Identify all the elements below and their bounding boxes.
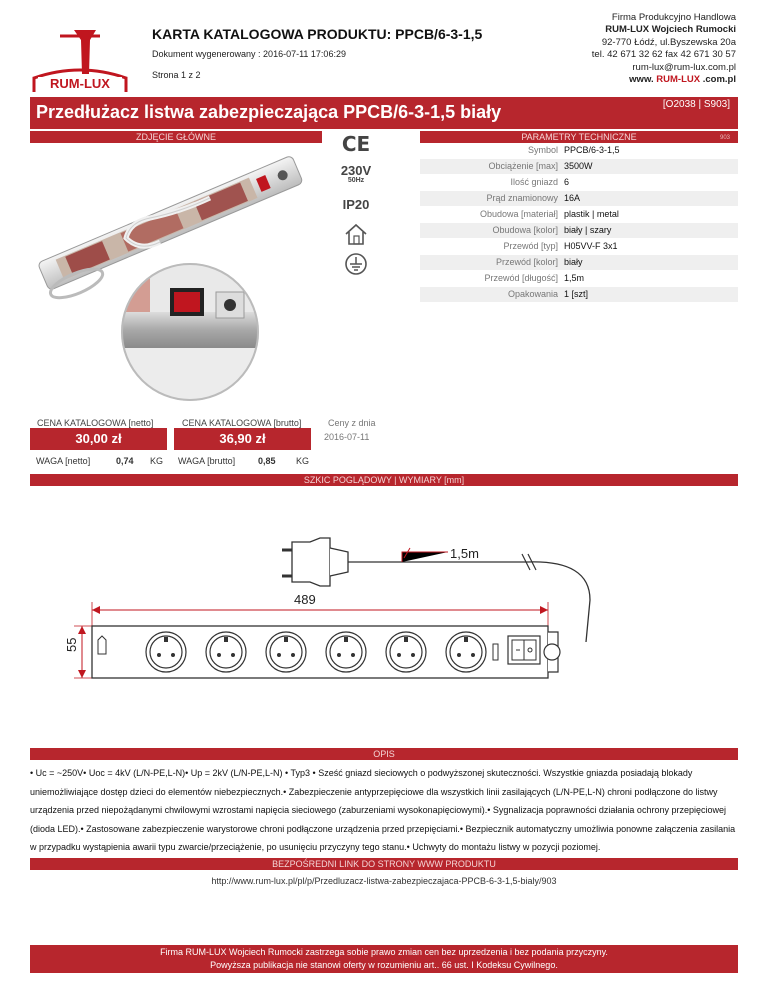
ground-icon [335, 251, 377, 277]
param-row [420, 159, 738, 175]
param-value: 3500W [564, 161, 593, 171]
document-title: KARTA KATALOGOWA PRODUKTU: PPCB/6-3-1,5 [152, 26, 483, 42]
param-key: Opakowania [507, 289, 558, 299]
weight-net-unit: KG [150, 456, 164, 466]
www-brand: RUM-LUX [656, 74, 701, 86]
company-address: 92-770 Łódź, ul.Byszewska 20a [601, 36, 736, 48]
frequency-text: 50Hz [347, 177, 365, 184]
weight-net-label: WAGA [netto] [36, 456, 91, 466]
product-title: Przedłużacz listwa zabezpieczająca PPCB/6-3-1,5 biały [36, 102, 502, 122]
param-value: PPCB/6-3-1,5 [564, 145, 620, 155]
weight-net: 0,74 [116, 456, 134, 466]
company-name: RUM-LUX Wojciech Rumocki [605, 24, 736, 36]
footer-line2: Powyższa publikacja nie stanowi oferty w rozumieniu art.. 66 ust. I Kodeksu Cywilnego. [210, 960, 558, 970]
param-row [420, 143, 738, 159]
param-value: 1,5m [564, 273, 585, 283]
section-header-photo: ZDJĘCIE GŁÓWNE [30, 131, 322, 143]
section-header-params [420, 131, 738, 143]
param-value: H05VV-F 3x1 [564, 241, 618, 251]
param-value: 16A [564, 193, 581, 203]
www-prefix: www. [629, 74, 654, 86]
param-value: plastik | metal [564, 209, 619, 219]
www-suffix: .com.pl [702, 74, 736, 86]
company-phone: tel. 42 671 32 62 fax 42 671 30 57 [591, 49, 736, 61]
param-key: Obudowa [materiał] [479, 209, 558, 219]
product-codes: [O2038 | S903] [662, 99, 730, 110]
param-row [420, 191, 738, 207]
param-key: Obudowa [kolor] [492, 225, 558, 235]
price-gross-label: CENA KATALOGOWA [brutto] [182, 418, 302, 428]
voltage-text: 230V [340, 163, 372, 178]
section-header-link: BEZPOŚREDNI LINK DO STRONY WWW PRODUKTU [30, 858, 738, 870]
params-tag: 903 [719, 135, 730, 141]
height-dimension-label: 55 [64, 637, 79, 652]
param-value: biały [564, 257, 583, 267]
ce-mark-icon [335, 131, 377, 157]
ip-rating-text: IP20 [342, 196, 370, 212]
price-date-label: Ceny z dnia [328, 418, 376, 428]
weight-gross: 0,85 [258, 456, 276, 466]
param-key: Przewód [długość] [484, 273, 558, 283]
param-row [420, 239, 738, 255]
param-key: Symbol [527, 145, 558, 155]
price-date: 2016-07-11 [324, 432, 370, 442]
indoor-house-icon [335, 221, 377, 247]
price-net-label: CENA KATALOGOWA [netto] [37, 418, 154, 428]
params-table [420, 143, 738, 303]
section-header-sketch: SZKIC POGLĄDOWY | WYMIARY [mm] [30, 474, 738, 486]
param-row [420, 287, 738, 303]
param-key: Prąd znamionowy [486, 193, 558, 203]
param-row [420, 255, 738, 271]
page-number: Strona 1 z 2 [152, 70, 201, 80]
header [0, 0, 768, 96]
param-row [420, 223, 738, 239]
generated-timestamp: Dokument wygenerowany : 2016-07-11 17:06:29 [152, 49, 346, 59]
product-description: • Uc = ~250V• Uoc = 4kV (L/N-PE,L-N)• Up = 2kV (L/N-PE,L-N) • Typ3 • Sześć gniazd sieciowych o podwyższonej skuteczności. Wszystkie gniazda posiadają blokady uniemożliwiające dostęp dzieci do elementów niebezpiecznych.• Zabezpieczenie antyprzepięciowe dla wszystkich linii zasilających (L/N-PE,L-N) chroni podłączone do listwy urządzenia przed niepożądanymi chwilowymi wzrostami napięcia sieciowego (zaburzeniami wysokonapięciowymi).• Sygnalizacja poprawności działania ochrony przepięciowej (dioda LED).• Zastosowane zabezpieczenie warystorowe chroni podłączone urządzenia przed przepięciami.• Bezpiecznik automatyczny umożliwia ponowne załączenia zasilania w przypadku wystąpienia awarii typu zwarcie/przeciążenie, po usunięciu przyczyny tego stanu.• Uchwyty do montażu listwy w pozycji poziomej. [30, 768, 736, 853]
param-value: 6 [564, 177, 570, 187]
param-key: Obciążenie [max] [488, 161, 558, 171]
rum-lux-logo [30, 22, 130, 94]
section-header-desc: OPIS [30, 748, 738, 760]
param-row [420, 207, 738, 223]
logo-text: RUM-LUX [50, 76, 110, 91]
price-gross: 36,90 zł [174, 428, 311, 450]
length-dimension-label: 489 [294, 592, 316, 607]
param-value: 1 [szt] [564, 289, 589, 299]
weight-gross-unit: KG [296, 456, 310, 466]
param-row [420, 175, 738, 191]
ip20-icon [335, 191, 377, 217]
price-net: 30,00 zł [30, 428, 167, 450]
param-row [420, 271, 738, 287]
product-title-bar [30, 97, 738, 129]
param-value: biały | szary [564, 225, 612, 235]
dimension-sketch [30, 490, 738, 746]
company-email[interactable]: rum-lux@rum-lux.com.pl [632, 61, 736, 73]
weight-gross-label: WAGA [brutto] [178, 456, 236, 466]
product-photo [30, 142, 322, 410]
param-key: Przewód [kolor] [495, 257, 558, 267]
certification-icons [332, 131, 380, 281]
company-info [592, 12, 736, 86]
footer-line1: Firma RUM-LUX Wojciech Rumocki zastrzega sobie prawo zmian cen bez uprzedzenia i bez podania przyczyny. [160, 947, 608, 957]
footer [30, 945, 738, 973]
params-heading: PARAMETRY TECHNICZNE [521, 132, 637, 142]
plug-drawing [282, 538, 528, 586]
company-www[interactable] [592, 74, 736, 86]
cable-length-label: 1,5m [450, 546, 479, 561]
voltage-icon [335, 161, 377, 187]
product-link[interactable]: http://www.rum-lux.pl/pl/p/Przedluzacz-listwa-zabezpieczajaca-PPCB-6-3-1,5-bialy/903 [211, 876, 557, 886]
param-key: Przewód [typ] [503, 241, 558, 251]
param-key: Ilość gniazd [510, 177, 558, 187]
company-line1: Firma Produkcyjno Handlowa [611, 12, 736, 23]
ce-mark-text: CE [341, 132, 371, 156]
